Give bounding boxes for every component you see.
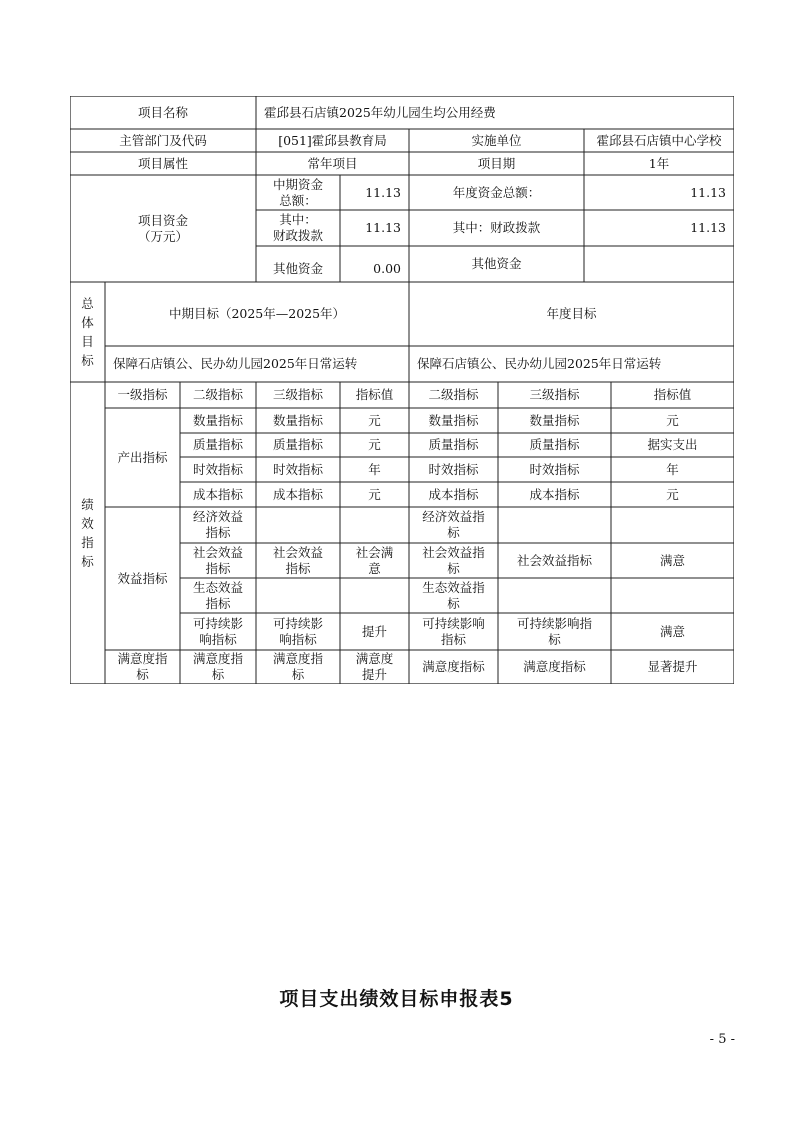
indicator-cell-text: 元 xyxy=(368,437,381,452)
indicator-cell xyxy=(409,433,498,457)
indicator-cell xyxy=(611,543,734,578)
indicator-cell-text: 元 xyxy=(666,412,679,428)
year-total-label-text: 年度资金总额： xyxy=(452,184,541,200)
dept-value xyxy=(256,129,409,152)
indicator-cell xyxy=(180,543,256,578)
indicator-cell xyxy=(611,433,734,457)
indicator-cell-text: 时效指标 xyxy=(428,461,479,477)
hdr-value-mid xyxy=(340,382,409,408)
indicator-cell xyxy=(256,543,340,578)
indicator-cell-text: 社会效益 指标 xyxy=(192,544,243,576)
dept-label-text: 主管部门及代码 xyxy=(119,132,207,148)
indicator-cell-text: 数量指标 xyxy=(428,412,479,428)
indicator-cell-text: 年 xyxy=(666,461,679,477)
indicator-cell xyxy=(498,433,611,457)
mid-other-label xyxy=(256,256,340,282)
year-goal-text-text: 保障石店镇公、民办幼儿园2025年日常运转 xyxy=(417,356,662,371)
dept-label xyxy=(70,129,256,152)
mid-total-label-text: 中期资金 总额： xyxy=(272,176,323,208)
indicator-cell xyxy=(256,507,340,543)
impl-label-text: 实施单位 xyxy=(471,132,522,148)
indicator-cell-text: 成本指标 xyxy=(428,486,479,502)
hdr-level1 xyxy=(105,382,180,408)
indicator-cell xyxy=(180,408,256,433)
indicator-cell xyxy=(409,507,498,543)
indicator-cell xyxy=(256,482,340,507)
hdr-value-mid-text: 指标值 xyxy=(355,387,394,402)
indicator-cell xyxy=(180,650,256,684)
indicator-cell-text: 满意度 提升 xyxy=(355,651,394,682)
year-fin-label-text: 其中：财政拨款 xyxy=(452,220,541,235)
indicator-cell-text: 质量指标 xyxy=(428,437,479,452)
indicator-cell xyxy=(340,613,409,650)
indicator-cell xyxy=(611,482,734,507)
indicator-cell-text: 元 xyxy=(368,486,381,502)
indicator-cell xyxy=(180,613,256,650)
indicator-cell xyxy=(409,650,498,684)
mid-total-value xyxy=(340,175,409,210)
satisfaction-group xyxy=(105,650,180,684)
indicator-cell xyxy=(498,457,611,482)
indicator-cell xyxy=(180,457,256,482)
hdr-level3-mid xyxy=(256,382,340,408)
period-label-text: 项目期 xyxy=(477,155,516,171)
indicator-cell-text: 满意度指标 xyxy=(523,659,586,674)
indicator-cell xyxy=(409,578,498,613)
hdr-level2-mid xyxy=(180,382,256,408)
indicator-cell-text: 可持续影 响指标 xyxy=(272,615,323,647)
year-total-label xyxy=(409,175,584,210)
impl-value-text: 霍邱县石店镇中心学校 xyxy=(596,132,722,148)
indicator-cell xyxy=(180,578,256,613)
indicator-cell-text: 满意度指 标 xyxy=(192,651,243,682)
indicator-cell-text: 提升 xyxy=(361,623,387,639)
indicator-cell xyxy=(498,507,611,543)
goal-section-label xyxy=(70,282,105,382)
output-group-text: 产出指标 xyxy=(117,449,168,465)
perf-section-label-text: 绩 效 指 标 xyxy=(81,497,94,569)
mid-other-value xyxy=(340,256,409,282)
indicator-cell xyxy=(256,408,340,433)
year-other-label xyxy=(409,246,584,282)
hdr-level2-year xyxy=(409,382,498,408)
indicator-cell-text: 生态效益指 标 xyxy=(422,579,485,611)
indicator-cell xyxy=(256,613,340,650)
indicator-cell xyxy=(611,613,734,650)
project-name-value-text: 霍邱县石店镇2025年幼儿园生均公用经费 xyxy=(264,104,496,120)
hdr-level2-year-text: 二级指标 xyxy=(428,387,479,402)
indicator-cell xyxy=(256,433,340,457)
indicator-cell xyxy=(340,650,409,684)
indicator-cell-text: 元 xyxy=(666,486,679,502)
indicator-cell-text: 时效指标 xyxy=(272,461,323,477)
hdr-level2-mid-text: 二级指标 xyxy=(192,387,243,402)
mid-goal-header xyxy=(105,282,409,346)
mid-goal-text-text: 保障石店镇公、民办幼儿园2025年日常运转 xyxy=(113,356,358,371)
indicator-cell-text: 满意度指标 xyxy=(422,659,485,674)
indicator-cell xyxy=(340,433,409,457)
mid-fin-value-text: 11.13 xyxy=(365,220,401,235)
indicator-cell-text: 经济效益指 标 xyxy=(422,509,485,540)
indicator-cell xyxy=(180,507,256,543)
indicator-cell-text: 成本指标 xyxy=(529,486,580,502)
indicator-cell xyxy=(340,482,409,507)
indicator-cell xyxy=(180,433,256,457)
indicator-cell-text: 满意 xyxy=(659,552,685,568)
indicator-cell-text: 时效指标 xyxy=(192,461,243,477)
project-name-value xyxy=(256,96,734,129)
mid-fin-label xyxy=(256,210,340,246)
indicator-cell xyxy=(340,578,409,613)
year-total-value-text: 11.13 xyxy=(690,184,726,200)
impl-label xyxy=(409,129,584,152)
indicator-cell-text: 数量指标 xyxy=(272,412,323,428)
indicator-cell xyxy=(611,578,734,613)
period-value-text: 1年 xyxy=(648,155,670,171)
project-name-label xyxy=(70,96,256,129)
goal-section-label-text: 总 体 目 标 xyxy=(81,296,94,368)
attr-value-text: 常年项目 xyxy=(307,155,358,171)
year-other-value xyxy=(584,246,734,282)
year-goal-header xyxy=(409,282,734,346)
hdr-value-year-text: 指标值 xyxy=(653,387,692,402)
indicator-cell xyxy=(498,543,611,578)
indicator-cell-text: 社会效益指 标 xyxy=(422,544,485,576)
mid-total-label xyxy=(256,175,340,210)
hdr-level3-year-text: 三级指标 xyxy=(529,387,580,402)
indicator-cell-text: 据实支出 xyxy=(647,437,698,452)
attr-label-text: 项目属性 xyxy=(137,155,188,171)
year-goal-text xyxy=(409,346,734,382)
mid-fin-label-text: 其中： 财政拨款 xyxy=(272,212,323,243)
indicator-cell-text: 社会效益指标 xyxy=(516,552,592,568)
indicator-cell xyxy=(409,408,498,433)
attr-label xyxy=(70,152,256,175)
indicator-cell-text: 生态效益 指标 xyxy=(192,579,243,611)
year-fin-value xyxy=(584,210,734,246)
mid-other-value-text: 0.00 xyxy=(373,261,401,276)
mid-other-label-text: 其他资金 xyxy=(272,261,323,276)
indicator-cell-text: 社会满 意 xyxy=(355,544,394,576)
year-fin-value-text: 11.13 xyxy=(690,220,726,235)
indicator-cell-text: 质量指标 xyxy=(192,437,243,452)
indicator-cell xyxy=(409,482,498,507)
period-value xyxy=(584,152,734,175)
attr-value xyxy=(256,152,409,175)
indicator-cell-text: 经济效益 指标 xyxy=(192,509,243,540)
indicator-cell-text: 年 xyxy=(368,461,381,477)
year-goal-header-text: 年度目标 xyxy=(546,306,597,321)
indicator-cell xyxy=(409,543,498,578)
indicator-cell xyxy=(340,543,409,578)
indicator-cell xyxy=(498,482,611,507)
indicator-cell xyxy=(180,482,256,507)
indicator-cell xyxy=(256,578,340,613)
indicator-cell-text: 质量指标 xyxy=(529,437,580,452)
indicator-cell xyxy=(256,650,340,684)
indicator-cell xyxy=(340,507,409,543)
perf-section-label xyxy=(70,382,105,684)
indicator-cell-text: 可持续影 响指标 xyxy=(192,615,243,647)
mid-total-value-text: 11.13 xyxy=(365,184,401,200)
hdr-level3-mid-text: 三级指标 xyxy=(272,387,323,402)
mid-goal-text xyxy=(105,346,409,382)
indicator-cell xyxy=(498,613,611,650)
impl-value xyxy=(584,129,734,152)
indicator-cell-text: 时效指标 xyxy=(529,461,580,477)
period-label xyxy=(409,152,584,175)
indicator-cell xyxy=(256,457,340,482)
output-group xyxy=(105,408,180,507)
indicator-cell-text: 数量指标 xyxy=(192,412,243,428)
indicator-cell xyxy=(611,457,734,482)
year-fin-label xyxy=(409,210,584,246)
indicator-cell-text: 显著提升 xyxy=(647,659,698,674)
hdr-value-year xyxy=(611,382,734,408)
funds-label-text: 项目资金 （万元） xyxy=(137,212,188,244)
mid-goal-header-text: 中期目标（2025年—2025年） xyxy=(168,306,346,321)
indicator-cell-text: 满意度指 标 xyxy=(272,651,323,682)
project-name-label-text: 项目名称 xyxy=(137,104,188,120)
hdr-level3-year xyxy=(498,382,611,408)
benefit-group xyxy=(105,507,180,650)
indicator-cell-text: 可持续影响 指标 xyxy=(422,615,485,647)
hdr-level1-text: 一级指标 xyxy=(117,387,168,402)
funds-label xyxy=(70,175,256,282)
next-table-title: 项目支出绩效目标申报表5 xyxy=(279,988,514,1010)
indicator-cell xyxy=(340,457,409,482)
indicator-cell xyxy=(498,650,611,684)
indicator-cell-text: 元 xyxy=(368,412,381,428)
performance-target-table xyxy=(70,96,734,684)
benefit-group-text: 效益指标 xyxy=(117,570,168,586)
page-number: - 5 - xyxy=(709,1032,735,1047)
mid-fin-value xyxy=(340,210,409,246)
year-other-label-text: 其他资金 xyxy=(471,256,522,271)
indicator-cell xyxy=(409,457,498,482)
indicator-cell-text: 满意 xyxy=(659,623,685,639)
indicator-cell-text: 数量指标 xyxy=(529,412,580,428)
indicator-cell xyxy=(611,650,734,684)
indicator-cell xyxy=(611,408,734,433)
satisfaction-group-text: 满意度指 标 xyxy=(117,651,168,682)
indicator-cell xyxy=(498,408,611,433)
indicator-cell xyxy=(409,613,498,650)
indicator-cell xyxy=(611,507,734,543)
indicator-cell-text: 成本指标 xyxy=(272,486,323,502)
indicator-cell xyxy=(340,408,409,433)
indicator-cell-text: 质量指标 xyxy=(272,437,323,452)
indicator-cell-text: 社会效益 指标 xyxy=(272,544,323,576)
indicator-cell-text: 可持续影响指 标 xyxy=(516,615,592,647)
indicator-cell-text: 成本指标 xyxy=(192,486,243,502)
dept-value-text: [051]霍邱县教育局 xyxy=(278,132,387,148)
year-total-value xyxy=(584,175,734,210)
indicator-cell xyxy=(498,578,611,613)
